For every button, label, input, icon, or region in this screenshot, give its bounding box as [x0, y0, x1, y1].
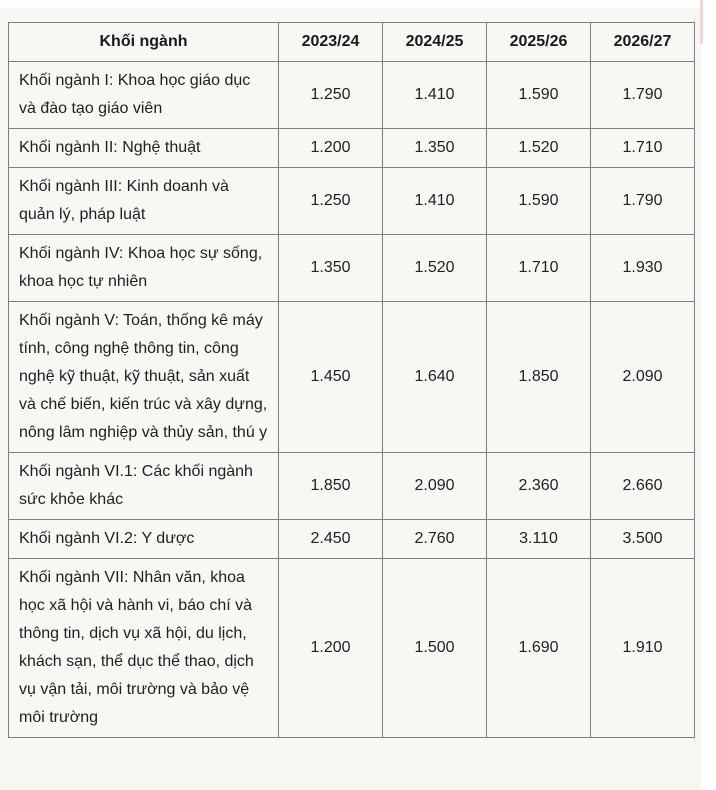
- value-cell: 1.200: [279, 559, 383, 738]
- value-cell: 2.450: [279, 520, 383, 559]
- row-label: Khối ngành III: Kinh doanh và quản lý, pháp luật: [9, 168, 279, 235]
- value-cell: 2.090: [383, 453, 487, 520]
- column-header-year-2026-27: 2026/27: [591, 23, 695, 62]
- value-cell: 1.250: [279, 62, 383, 129]
- value-cell: 1.930: [591, 235, 695, 302]
- value-cell: 1.410: [383, 62, 487, 129]
- accent-line: [700, 0, 703, 44]
- row-label: Khối ngành II: Nghệ thuật: [9, 129, 279, 168]
- table-row: [9, 453, 695, 520]
- value-cell: 1.710: [591, 129, 695, 168]
- row-label: Khối ngành V: Toán, thống kê máy tính, công nghệ thông tin, công nghệ kỹ thuật, kỹ thuật, sản xuất và chế biến, kiến trúc và xây dựng, nông lâm nghiệp và thủy sản, thú y: [9, 302, 279, 453]
- value-cell: 1.710: [487, 235, 591, 302]
- value-cell: 1.850: [279, 453, 383, 520]
- value-cell: 1.850: [487, 302, 591, 453]
- value-cell: 1.520: [487, 129, 591, 168]
- row-label: Khối ngành I: Khoa học giáo dục và đào tạo giáo viên: [9, 62, 279, 129]
- table-row: [9, 302, 695, 453]
- value-cell: 1.500: [383, 559, 487, 738]
- value-cell: 2.760: [383, 520, 487, 559]
- value-cell: 1.590: [487, 168, 591, 235]
- value-cell: 1.350: [383, 129, 487, 168]
- value-cell: 1.410: [383, 168, 487, 235]
- value-cell: 3.500: [591, 520, 695, 559]
- value-cell: 1.450: [279, 302, 383, 453]
- value-cell: 1.690: [487, 559, 591, 738]
- column-header-year-2024-25: 2024/25: [383, 23, 487, 62]
- row-label: Khối ngành VI.2: Y dược: [9, 520, 279, 559]
- table-row: [9, 559, 695, 738]
- column-header-year-2023-24: 2023/24: [279, 23, 383, 62]
- value-cell: 1.250: [279, 168, 383, 235]
- column-header-year-2025-26: 2025/26: [487, 23, 591, 62]
- row-label: Khối ngành VII: Nhân văn, khoa học xã hội và hành vi, báo chí và thông tin, dịch vụ xã hội, du lịch, khách sạn, thể dục thể thao, dịch vụ vận tải, môi trường và bảo vệ môi trường: [9, 559, 279, 738]
- value-cell: 2.360: [487, 453, 591, 520]
- value-cell: 1.350: [279, 235, 383, 302]
- column-header-field: Khối ngành: [9, 23, 279, 62]
- value-cell: 1.520: [383, 235, 487, 302]
- value-cell: 1.790: [591, 168, 695, 235]
- table-row: [9, 129, 695, 168]
- tuition-table: [8, 22, 695, 738]
- table-row: [9, 168, 695, 235]
- value-cell: 2.660: [591, 453, 695, 520]
- value-cell: 1.640: [383, 302, 487, 453]
- table-row: [9, 520, 695, 559]
- table-row: [9, 235, 695, 302]
- row-label: Khối ngành IV: Khoa học sự sống, khoa học tự nhiên: [9, 235, 279, 302]
- value-cell: 2.090: [591, 302, 695, 453]
- row-label: Khối ngành VI.1: Các khối ngành sức khỏe khác: [9, 453, 279, 520]
- value-cell: 1.910: [591, 559, 695, 738]
- value-cell: 1.200: [279, 129, 383, 168]
- value-cell: 1.790: [591, 62, 695, 129]
- header-row: [9, 23, 695, 62]
- value-cell: 1.590: [487, 62, 591, 129]
- table-row: [9, 62, 695, 129]
- value-cell: 3.110: [487, 520, 591, 559]
